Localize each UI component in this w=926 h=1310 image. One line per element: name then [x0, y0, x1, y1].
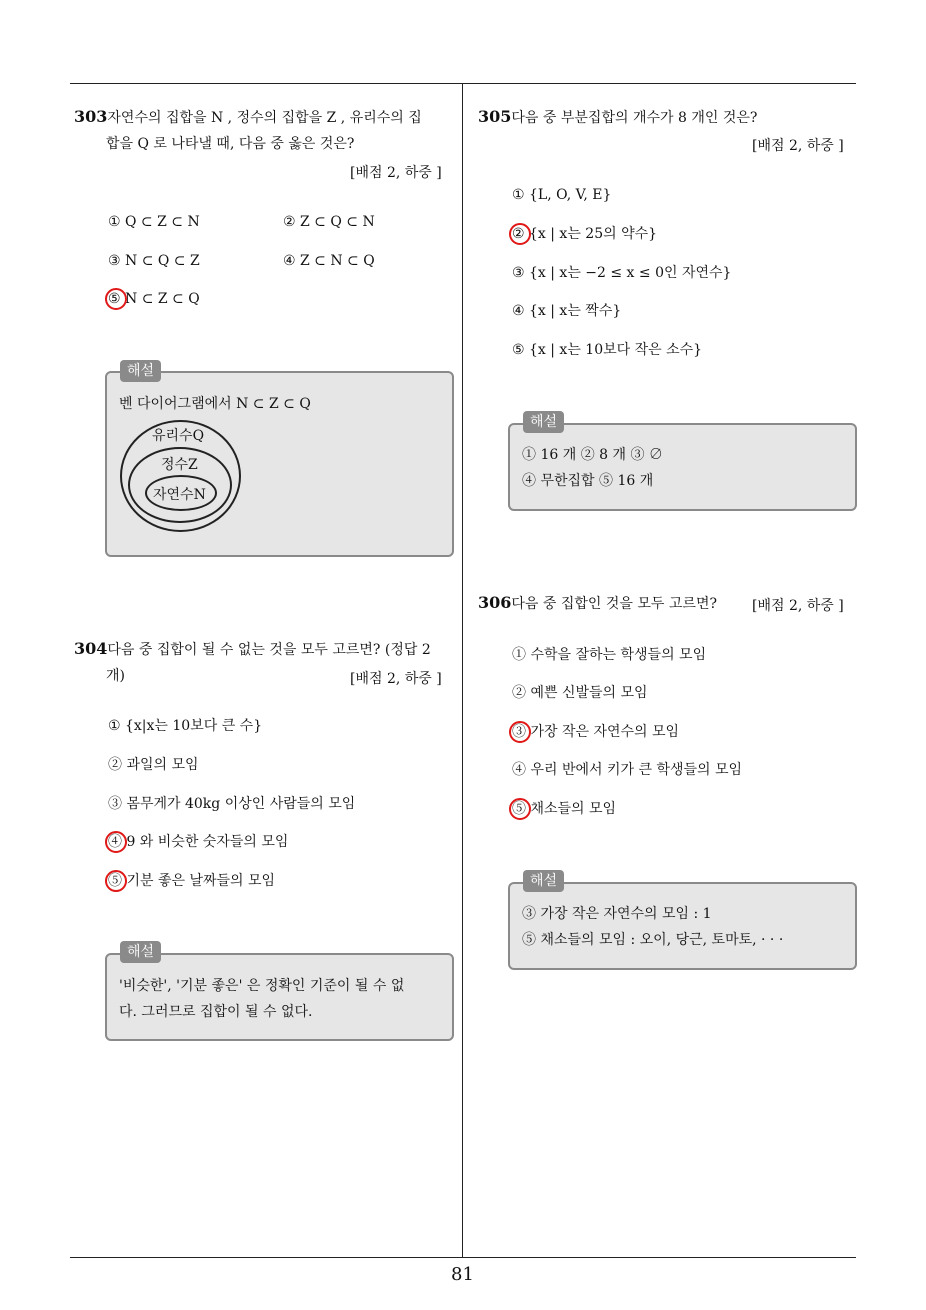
q303-option-4[interactable]: ④ Z ⊂ N ⊂ Q [283, 253, 375, 269]
answer-circle [509, 798, 531, 820]
q305-option-2[interactable]: ② {x | x는 25의 약수} [512, 226, 658, 242]
q305-option-4[interactable]: ④ {x | x는 짝수} [512, 303, 622, 319]
q305-option-3[interactable]: ③ {x | x는 −2 ≤ x ≤ 0인 자연수} [512, 265, 732, 281]
explanation-tag: 해설 [523, 870, 564, 892]
question-304-line2: 개) [106, 668, 125, 684]
bottom-rule [70, 1257, 856, 1258]
q306-option-1[interactable]: ① 수학을 잘하는 학생들의 모임 [512, 647, 707, 663]
question-305-line1 [478, 104, 757, 131]
answer-circle [509, 721, 531, 743]
question-text: 다음 중 집합인 것을 모두 고르면? [511, 596, 717, 612]
explanation-text: ③ 가장 작은 자연수의 모임 : 1 [522, 906, 712, 922]
q304-option-4[interactable]: ④ 9 와 비슷한 숫자들의 모임 [108, 834, 289, 850]
question-text: 다음 중 부분집합의 개수가 8 개인 것은? [511, 110, 758, 126]
q304-option-2[interactable]: ② 과일의 모임 [108, 757, 199, 773]
q304-option-5[interactable]: ⑤ 기분 좋은 날짜들의 모임 [108, 873, 276, 889]
answer-circle [105, 288, 127, 310]
explanation-box [105, 953, 454, 1041]
question-304-meta: [배점 2, 하중 ] [350, 671, 442, 687]
question-number: 305 [478, 107, 512, 126]
explanation-tag: 해설 [120, 941, 161, 963]
q303-option-1[interactable]: ① Q ⊂ Z ⊂ N [108, 214, 200, 230]
answer-circle [105, 870, 127, 892]
question-303-line2: 합을 Q 로 나타낼 때, 다음 중 옳은 것은? [106, 136, 355, 152]
explanation-tag: 해설 [523, 411, 564, 433]
explanation-text: ④ 무한집합 ⑤ 16 개 [522, 473, 654, 489]
question-text: 자연수의 집합을 N , 정수의 집합을 Z , 유리수의 집 [107, 110, 422, 126]
question-number: 304 [74, 639, 108, 658]
explanation-text: ① 16 개 ② 8 개 ③ ∅ [522, 447, 663, 463]
q303-option-3[interactable]: ③ N ⊂ Q ⊂ Z [108, 253, 200, 269]
explanation-box [508, 423, 857, 511]
question-number: 306 [478, 593, 512, 612]
answer-circle [509, 223, 531, 245]
question-303-line1 [74, 104, 459, 131]
q305-option-1[interactable]: ① {L, O, V, E} [512, 187, 612, 203]
venn-label-natural: 자연수N [153, 487, 206, 503]
q303-option-5[interactable]: ⑤ N ⊂ Z ⊂ Q [108, 291, 200, 307]
explanation-box [105, 371, 454, 557]
venn-label-rational: 유리수Q [152, 428, 205, 444]
question-306-line1 [478, 590, 717, 617]
q306-option-4[interactable]: ④ 우리 반에서 키가 큰 학생들의 모임 [512, 762, 743, 778]
question-305-meta: [배점 2, 하중 ] [752, 138, 844, 154]
explanation-text: 다. 그러므로 집합이 될 수 없다. [119, 1004, 313, 1020]
venn-label-integer: 정수Z [161, 457, 198, 473]
explanation-text: '비슷한', '기분 좋은' 은 정확인 기준이 될 수 없 [119, 978, 405, 994]
question-303-meta: [배점 2, 하중 ] [350, 165, 442, 181]
q306-option-3[interactable]: ③ 가장 작은 자연수의 모임 [512, 724, 680, 740]
top-rule [70, 83, 856, 84]
q306-option-2[interactable]: ② 예쁜 신발들의 모임 [512, 685, 648, 701]
explanation-tag: 해설 [120, 360, 161, 382]
question-text: 다음 중 집합이 될 수 없는 것을 모두 고르면? (정답 2 [107, 642, 431, 658]
explanation-text: 벤 다이어그램에서 N ⊂ Z ⊂ Q [119, 396, 311, 412]
q305-option-5[interactable]: ⑤ {x | x는 10보다 작은 소수} [512, 342, 703, 358]
q303-option-2[interactable]: ② Z ⊂ Q ⊂ N [283, 214, 375, 230]
explanation-text: ⑤ 채소들의 모임 : 오이, 당근, 토마토, · · · [522, 932, 784, 948]
question-306-meta: [배점 2, 하중 ] [752, 598, 844, 614]
q304-option-3[interactable]: ③ 몸무게가 40kg 이상인 사람들의 모임 [108, 796, 356, 812]
column-divider [462, 83, 463, 1258]
q304-option-1[interactable]: ① {x|x는 10보다 큰 수} [108, 718, 263, 734]
page-number: 81 [451, 1264, 474, 1285]
explanation-box [508, 882, 857, 970]
question-304-line1 [74, 636, 459, 663]
question-number: 303 [74, 107, 108, 126]
q306-option-5[interactable]: ⑤ 채소들의 모임 [512, 801, 617, 817]
answer-circle [105, 831, 127, 853]
